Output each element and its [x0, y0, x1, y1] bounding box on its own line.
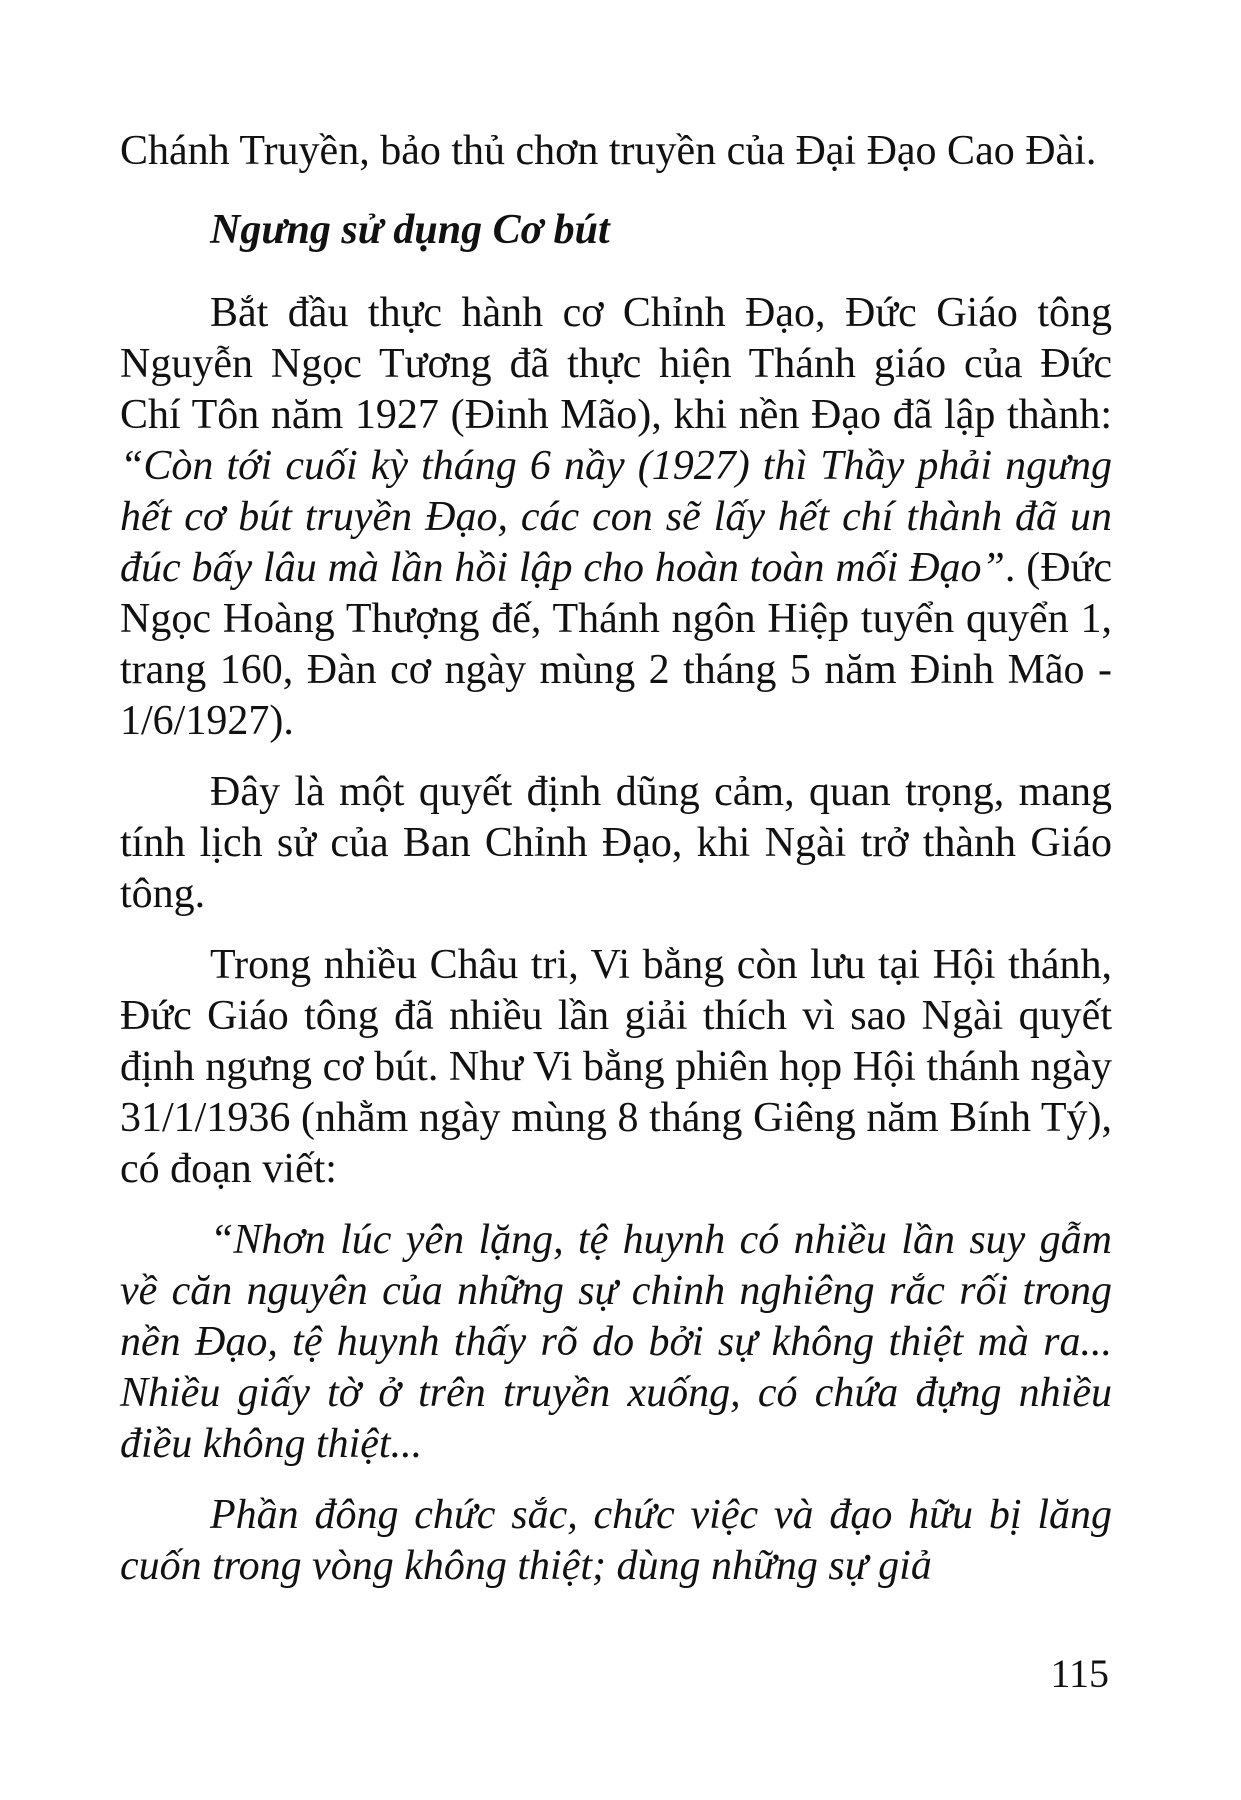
paragraph-citation-text: . (Đức Ngọc Hoàng Thượng đế, Thánh ngôn Hiệp tuyển quyển 1, trang 160, Đàn cơ ngày mùng 2 tháng 5 năm Đinh Mão - 1/6/1927). — [120, 545, 1112, 744]
section-heading: Ngưng sử dụng Cơ bút — [210, 207, 610, 253]
page-body — [120, 126, 1112, 1612]
paragraph-intro-text: Bắt đầu thực hành cơ Chỉnh Đạo, Đức Giáo tông Nguyễn Ngọc Tương đã thực hiện Thánh giáo của Đức Chí Tôn năm 1927 (Đinh Mão), khi nền Đạo đã lập thành: — [120, 290, 1112, 438]
quote-paragraph-1: “Nhơn lúc yên lặng, tệ huynh có nhiều lần suy gẫm về căn nguyên của những sự chinh nghiêng rắc rối trong nền Đạo, tệ huynh thấy rõ do bởi sự không thiệt mà ra... Nhiều giấy tờ ở trên truyền xuống, có chứa đựng nhiều điều không thiệt... — [120, 1217, 1112, 1467]
paragraph-1927-decree — [120, 288, 1112, 747]
scripture-quote: “Còn tới cuối kỳ tháng 6 nầy (1927) thì Thầy phải ngưng hết cơ bút truyền Đạo, các con sẽ lấy hết chí thành đã un đúc bấy lâu mà lần hồi lập cho hoàn toàn mối Đạo” — [120, 443, 1112, 591]
quote-paragraph-2: Phần đông chức sắc, chức việc và đạo hữu bị lăng cuốn trong vòng không thiệt; dùng những sự giả — [120, 1492, 1112, 1589]
paragraph-decision: Đây là một quyết định dũng cảm, quan trọng, mang tính lịch sử của Ban Chỉnh Đạo, khi Ngài trở thành Giáo tông. — [120, 769, 1112, 917]
paragraph-continuation: Chánh Truyền, bảo thủ chơn truyền của Đại Đạo Cao Đài. — [120, 128, 1097, 174]
page-number: 115 — [1050, 1651, 1109, 1696]
paragraph-records: Trong nhiều Châu tri, Vi bằng còn lưu tại Hội thánh, Đức Giáo tông đã nhiều lần giải thích vì sao Ngài quyết định ngưng cơ bút. Như Vi bằng phiên họp Hội thánh ngày 31/1/1936 (nhằm ngày mùng 8 tháng Giêng năm Bính Tý), có đoạn viết: — [120, 942, 1112, 1192]
